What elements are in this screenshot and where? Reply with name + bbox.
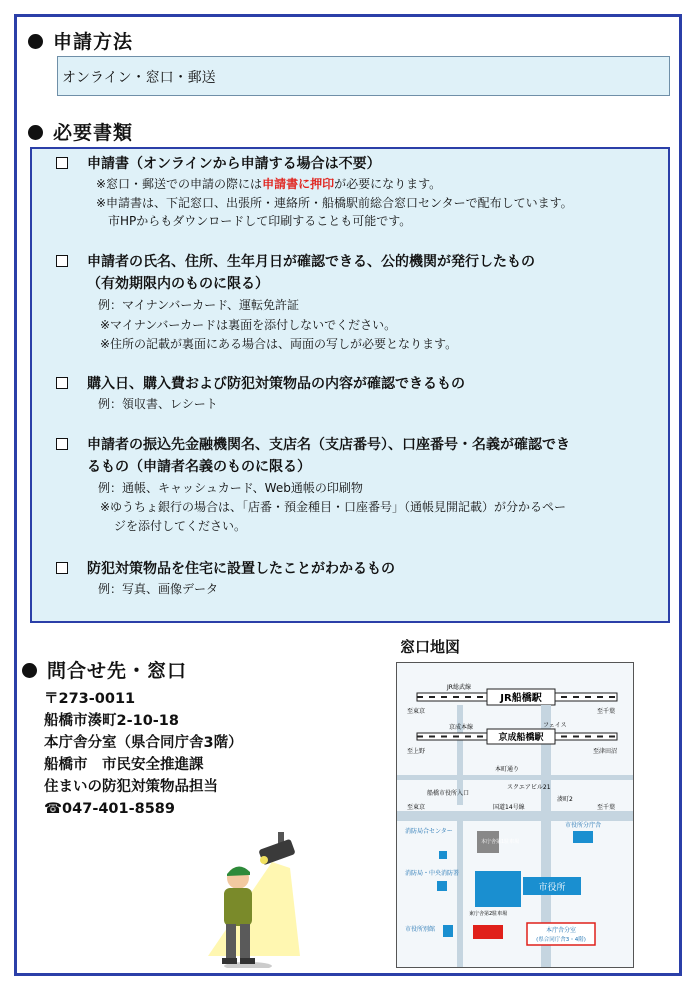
postal-code: 〒273-0011 [44,691,136,707]
security-camera-icon [258,832,295,865]
address: 船橋市湊町2-10-18 [44,713,179,729]
checkbox-icon [56,377,68,389]
contact-info [44,688,243,820]
doc-note: ※住所の記載が裏面にある場合は、両面の写しが必要となります。 [100,337,458,351]
doc-note: 市HPからもダウンロードして印刷することも可能です。 [108,214,412,228]
map-label: 東庁舎第2駐車場 [469,911,508,917]
security-camera-illustration [190,828,330,968]
map-label: 国道14号線 [493,804,525,811]
keisei-line-label: 京成本線 [449,724,474,731]
map-label: 至千葉 [597,708,616,715]
road [457,821,463,967]
doc-note: 例：領収書、レシート [98,397,218,411]
annex-building [473,925,503,939]
map-label: 消防局合センター [405,828,453,835]
svg-text:(県合同庁舎3・4階): (県合同庁舎3・4階) [536,937,586,943]
map-label: 市役所分庁舎 [565,822,602,829]
doc-note: ※窓口・郵送での申請の際には申請書に押印が必要になります。 [96,177,442,191]
method-section-title: 申請方法 [28,27,133,54]
checkbox-icon [56,562,68,574]
map-label: 本町通り [495,766,520,773]
map-label: 至東京 [407,708,426,715]
city-hall-label: 市役所 [538,883,566,893]
checkbox-icon [56,255,68,267]
contact-section-title: 問合せ先・窓口 [22,656,187,683]
camera-light-beam [208,862,300,956]
map-label: スクエアビル21 [507,784,551,791]
bullet-icon [28,34,43,49]
doc-note: 例：マイナンバーカード、運転免許証 [98,298,300,312]
map-label: 至上野 [407,748,426,755]
bullet-icon [22,663,37,678]
required-docs-box: 申請書（オンラインから申請する場合は不要） ※窓口・郵送での申請の際には申請書に押印が必要になります。 ※申請書は、下記窓口、出張所・連絡所・船橋駅前総合窓口センターで配布しています。 市HPからもダウンロードして印刷することも可能です。 申請者の氏名、住所、生年月日が確認できる、公的機関が発行したもの （有効期限内のものに限る） 例：マイナンバーカード、運転免許証 ※マイナンバーカードは裏面を添付しないでください。 ※住所の記載が裏面にある場合は、両面の写しが必要となります。 購入日、購入費および防犯対策物品の内容が確認できるもの 例：領収書、レシート 申請者の振込先金融機関名、支店名（支店番号）、口座番号・名義が確認でき るもの（申請者名義のものに限る） 例：通帳、キャッシュカード、Web通帳の印刷物 ※ゆうちょ銀行の場合は、「店番・預金種目・口座番号」（通帳見開記載）が分かるペー ジを添付してください。 防犯対策物品を住宅に設置したことがわかるもの 例：写真、画像データ [30,147,670,623]
doc-note: 例：通帳、キャッシュカード、Web通帳の印刷物 [98,481,363,495]
map-label: 至東京 [407,804,426,811]
city-hall-building [475,871,521,907]
checkbox-icon [56,438,68,450]
svg-text:本庁舎分室: 本庁舎分室 [545,927,577,934]
office-map [396,662,634,968]
docs-section-title: 必要書類 [28,118,133,145]
doc-note: ※申請書は、下記窓口、出張所・連絡所・船橋駅前総合窓口センターで配布しています。 [96,196,573,210]
map-label: フェイス [543,722,567,729]
doc-note: ジを添付してください。 [114,519,247,533]
map-label: 船橋市役所入口 [427,790,470,797]
method-value: オンライン・窓口・郵送 [62,70,216,86]
doc-note: 例：写真、画像データ [98,582,219,596]
map-label: 消防局・中央消防署 [405,870,460,877]
jr-station-label: JR船橋駅 [500,693,542,704]
keisei-station-label: 京成船橋駅 [498,733,544,743]
svg-text:本庁舎第1駐車場: 本庁舎第1駐車場 [481,839,520,845]
map-label: 至千葉 [597,804,616,811]
staff-in-charge: 住まいの防犯対策物品担当 [44,779,218,795]
doc-note: ※ゆうちょ銀行の場合は、「店番・預金種目・口座番号」（通帳見開記載）が分かるペー [100,500,567,514]
office-name: 本庁舎分室（県合同庁舎3階） [44,735,243,751]
route14-road [397,811,633,821]
road [397,775,633,780]
checkbox-icon [56,157,68,169]
doc-note: ※マイナンバーカードは裏面を添付しないでください。 [100,318,397,332]
map-label: 至津田沼 [593,748,618,755]
map-title: 窓口地図 [400,638,461,656]
jr-line-label: JR総武線 [447,684,471,691]
phone-number: ☎047-401-8589 [44,801,175,817]
map-label: 湊町2 [557,796,573,803]
bullet-icon [28,125,43,140]
department: 船橋市 市民安全推進課 [44,757,204,773]
method-box [57,56,670,96]
map-label: 市役所別館 [405,926,436,933]
